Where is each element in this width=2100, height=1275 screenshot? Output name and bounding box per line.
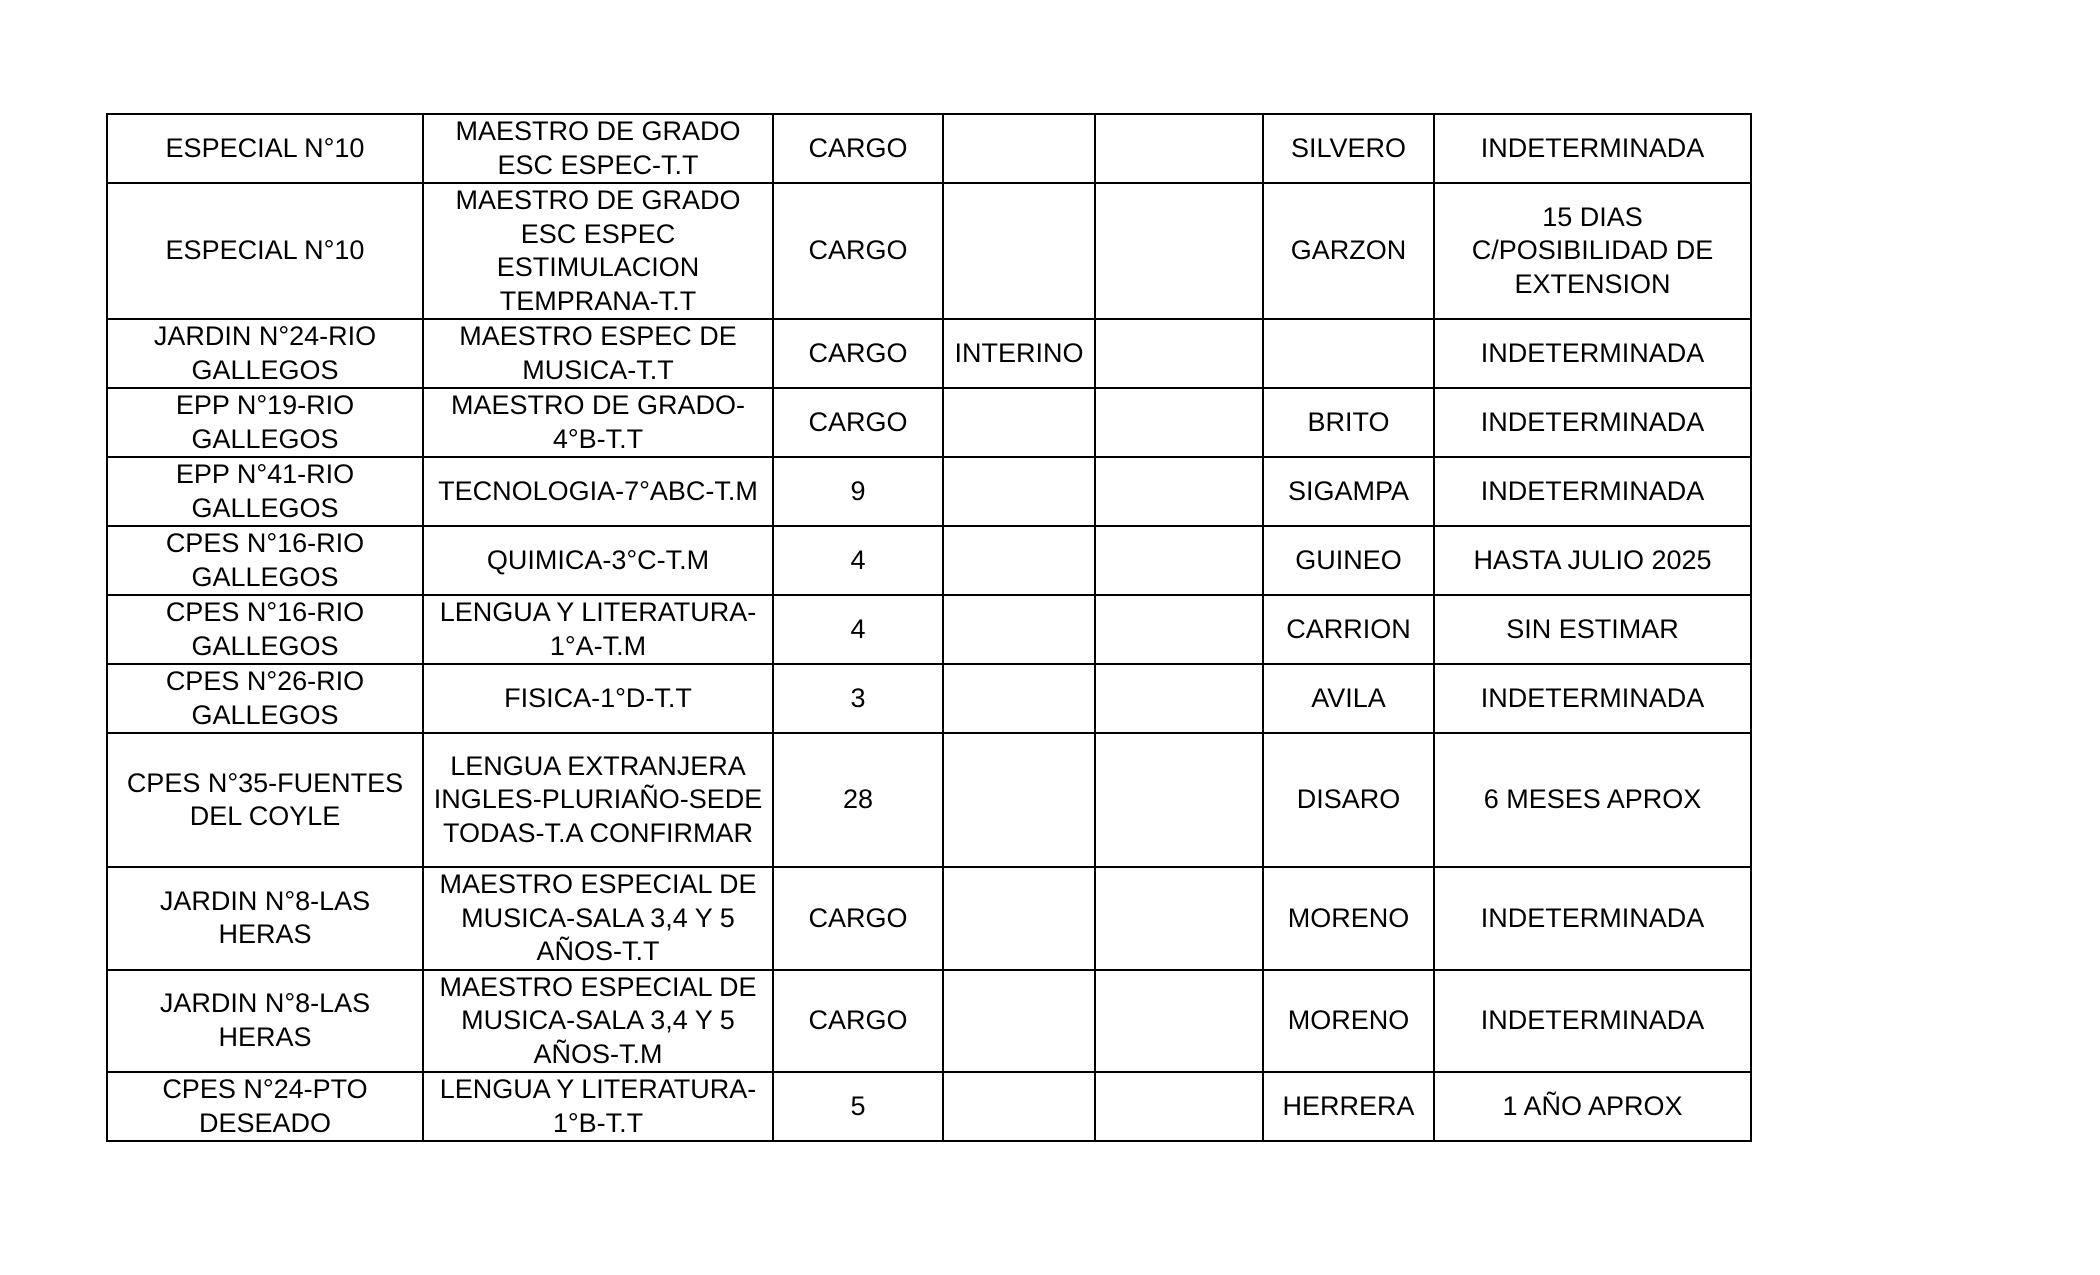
hours-cell: [773, 526, 943, 595]
cell-text-line: HERAS: [218, 919, 312, 950]
cell-text-line: CARGO: [808, 902, 908, 933]
hours-cell: [773, 1072, 943, 1141]
cell-text-line: CPES N°24-PTO: [162, 1074, 368, 1104]
cell-text-line: 1 AÑO APROX: [1502, 1090, 1683, 1121]
blank-cell: [1095, 388, 1263, 457]
cell-text-line: JARDIN N°8-LAS: [159, 988, 371, 1019]
status-cell: [943, 114, 1095, 183]
blank-cell: [1095, 183, 1263, 319]
cell-text-line: SIN ESTIMAR: [1506, 613, 1679, 644]
hours-cell: [773, 595, 943, 664]
cell-text-line: MUSICA-SALA 3,4 Y 5: [461, 1005, 735, 1035]
cell-text-line: MUSICA-T.T: [522, 354, 674, 385]
cell-text-line: INGLES-PLURIAÑO-SEDE: [433, 784, 763, 815]
blank-cell: [1095, 595, 1263, 664]
teacher-cell: [1263, 664, 1434, 733]
table-row: [107, 595, 1751, 664]
cell-text-line: AVILA: [1311, 682, 1386, 713]
cell-text-line: CARGO: [808, 406, 908, 437]
cell-text-line: INDETERMINADA: [1480, 1005, 1705, 1035]
school-cell: [107, 595, 423, 664]
position-cell: [423, 388, 773, 457]
hours-cell: [773, 664, 943, 733]
status-cell: [943, 183, 1095, 319]
cell-text-line: CARGO: [808, 132, 908, 163]
cell-text-line: LENGUA Y LITERATURA-: [439, 1074, 757, 1104]
duration-cell: [1434, 970, 1751, 1073]
cell-text-line: MUSICA-SALA 3,4 Y 5: [461, 902, 735, 933]
cell-text-line: 4°B-T.T: [552, 423, 644, 454]
cell-text-line: GALLEGOS: [191, 423, 339, 454]
cell-text-line: ESPECIAL N°10: [165, 132, 365, 163]
cell-text-line: 9: [850, 475, 866, 506]
table-row: [107, 733, 1751, 867]
cell-text-line: MAESTRO ESPEC DE: [459, 321, 737, 351]
hours-cell: [773, 319, 943, 388]
blank-cell: [1095, 733, 1263, 867]
cell-text-line: DEL COYLE: [189, 801, 341, 831]
blank-cell: [1095, 664, 1263, 733]
school-cell: [107, 1072, 423, 1141]
status-cell: [943, 595, 1095, 664]
teacher-cell: [1263, 970, 1434, 1073]
status-cell: [943, 388, 1095, 457]
status-cell: [943, 1072, 1095, 1141]
position-cell: [423, 733, 773, 867]
duration-cell: [1434, 319, 1751, 388]
position-cell: [423, 664, 773, 733]
school-cell: [107, 183, 423, 319]
teacher-cell: [1263, 319, 1434, 388]
cell-text-line: GALLEGOS: [191, 561, 339, 592]
teacher-cell: [1263, 526, 1434, 595]
cell-text-line: JARDIN N°24-RIO: [153, 321, 377, 351]
cell-text-line: ESC ESPEC: [520, 218, 676, 249]
cell-text-line: DESEADO: [198, 1107, 332, 1138]
hours-cell: [773, 114, 943, 183]
cell-text-line: CPES N°26-RIO: [165, 666, 365, 696]
position-cell: [423, 183, 773, 319]
cell-text-line: 5: [850, 1090, 866, 1121]
duration-cell: [1434, 733, 1751, 867]
cell-text-line: AÑOS-T.M: [533, 1038, 663, 1069]
cell-text-line: DISARO: [1296, 784, 1401, 815]
cell-text-line: 3: [850, 682, 866, 713]
cell-text-line: C/POSIBILIDAD DE: [1471, 235, 1714, 266]
cell-text-line: MAESTRO ESPECIAL DE: [439, 869, 757, 899]
cell-text-line: INDETERMINADA: [1480, 902, 1705, 933]
cell-text-line: INDETERMINADA: [1480, 682, 1705, 713]
cell-text-line: ESTIMULACION: [496, 252, 700, 282]
status-cell: [943, 457, 1095, 526]
cell-text-line: 1°A-T.M: [549, 630, 647, 661]
duration-cell: [1434, 526, 1751, 595]
cell-text-line: CARGO: [808, 1005, 908, 1035]
table-row: [107, 183, 1751, 319]
teacher-cell: [1263, 457, 1434, 526]
teacher-cell: [1263, 595, 1434, 664]
hours-cell: [773, 733, 943, 867]
cell-text-line: INDETERMINADA: [1480, 475, 1705, 506]
school-cell: [107, 867, 423, 970]
cell-text-line: TECNOLOGIA-7°ABC-T.M: [438, 475, 758, 506]
duration-cell: [1434, 183, 1751, 319]
cell-text-line: MAESTRO DE GRADO: [455, 185, 741, 215]
duration-cell: [1434, 114, 1751, 183]
teacher-cell: [1263, 114, 1434, 183]
hours-cell: [773, 183, 943, 319]
cell-text-line: TEMPRANA-T.T: [499, 285, 697, 316]
cell-text-line: 4: [850, 613, 866, 644]
status-cell: [943, 970, 1095, 1073]
cell-text-line: HERAS: [218, 1021, 312, 1052]
cell-text-line: BRITO: [1307, 406, 1390, 437]
duration-cell: [1434, 457, 1751, 526]
cell-text-line: MORENO: [1287, 1005, 1410, 1035]
teacher-cell: [1263, 183, 1434, 319]
teacher-cell: [1263, 867, 1434, 970]
hours-cell: [773, 970, 943, 1073]
hours-cell: [773, 867, 943, 970]
position-cell: [423, 526, 773, 595]
cell-text-line: 15 DIAS: [1542, 201, 1643, 232]
hours-cell: [773, 457, 943, 526]
status-cell: [943, 867, 1095, 970]
cell-text-line: HERRERA: [1282, 1090, 1415, 1121]
table-row: [107, 664, 1751, 733]
position-cell: [423, 970, 773, 1073]
cell-text-line: MAESTRO DE GRADO: [455, 116, 741, 146]
cell-text-line: AÑOS-T.T: [536, 936, 660, 966]
cell-text-line: INTERINO: [954, 337, 1084, 368]
cell-text-line: 1°B-T.T: [552, 1107, 644, 1138]
cell-text-line: MAESTRO ESPECIAL DE: [439, 971, 757, 1002]
blank-cell: [1095, 867, 1263, 970]
vacancies-table: [106, 113, 1752, 1142]
teacher-cell: [1263, 733, 1434, 867]
duration-cell: [1434, 867, 1751, 970]
table-body: [107, 114, 1751, 1141]
cell-text-line: JARDIN N°8-LAS: [159, 885, 371, 916]
school-cell: [107, 526, 423, 595]
cell-text-line: GALLEGOS: [191, 492, 339, 523]
cell-text-line: LENGUA Y LITERATURA-: [439, 597, 757, 627]
cell-text-line: EPP N°19-RIO: [175, 390, 355, 420]
cell-text-line: INDETERMINADA: [1480, 406, 1705, 437]
teacher-cell: [1263, 388, 1434, 457]
cell-text-line: 28: [842, 784, 874, 815]
position-cell: [423, 319, 773, 388]
cell-text-line: CARRION: [1286, 613, 1411, 644]
school-cell: [107, 733, 423, 867]
cell-text-line: CPES N°16-RIO: [165, 597, 365, 627]
school-cell: [107, 114, 423, 183]
cell-text-line: CPES N°16-RIO: [165, 528, 365, 558]
table-row: [107, 114, 1751, 183]
cell-text-line: CARGO: [808, 337, 908, 368]
cell-text-line: TODAS-T.A CONFIRMAR: [442, 817, 754, 848]
position-cell: [423, 457, 773, 526]
duration-cell: [1434, 388, 1751, 457]
table-row: [107, 526, 1751, 595]
blank-cell: [1095, 970, 1263, 1073]
table-row: [107, 319, 1751, 388]
cell-text-line: GUINEO: [1295, 544, 1402, 575]
status-cell: [943, 526, 1095, 595]
hours-cell: [773, 388, 943, 457]
table-row: [107, 457, 1751, 526]
cell-text-line: SIGAMPA: [1287, 475, 1410, 506]
table-row: [107, 1072, 1751, 1141]
cell-text-line: SILVERO: [1290, 132, 1407, 163]
cell-text-line: INDETERMINADA: [1480, 337, 1705, 368]
cell-text-line: GARZON: [1290, 235, 1407, 266]
school-cell: [107, 457, 423, 526]
cell-text-line: GALLEGOS: [191, 354, 339, 385]
duration-cell: [1434, 664, 1751, 733]
cell-text-line: GALLEGOS: [191, 699, 339, 730]
cell-text-line: ESC ESPEC-T.T: [497, 149, 699, 180]
cell-text-line: HASTA JULIO 2025: [1473, 544, 1712, 575]
blank-cell: [1095, 457, 1263, 526]
school-cell: [107, 388, 423, 457]
blank-cell: [1095, 319, 1263, 388]
blank-cell: [1095, 1072, 1263, 1141]
cell-text-line: EPP N°41-RIO: [175, 459, 355, 489]
cell-text-line: INDETERMINADA: [1480, 132, 1705, 163]
status-cell: [943, 664, 1095, 733]
position-cell: [423, 1072, 773, 1141]
cell-text-line: CPES N°35-FUENTES: [126, 767, 404, 798]
cell-text-line: GALLEGOS: [191, 630, 339, 661]
duration-cell: [1434, 595, 1751, 664]
cell-text-line: LENGUA EXTRANJERA: [450, 750, 746, 781]
duration-cell: [1434, 1072, 1751, 1141]
school-cell: [107, 970, 423, 1073]
table-row: [107, 388, 1751, 457]
cell-text-line: QUIMICA-3°C-T.M: [486, 544, 710, 575]
cell-text-line: MAESTRO DE GRADO-: [450, 390, 746, 420]
cell-text-line: 6 MESES APROX: [1483, 784, 1702, 815]
table-row: [107, 867, 1751, 970]
cell-text-line: CARGO: [808, 235, 908, 266]
teacher-cell: [1263, 1072, 1434, 1141]
status-cell: [943, 319, 1095, 388]
position-cell: [423, 114, 773, 183]
position-cell: [423, 595, 773, 664]
position-cell: [423, 867, 773, 970]
cell-text-line: 4: [850, 544, 866, 575]
table-row: [107, 970, 1751, 1073]
blank-cell: [1095, 114, 1263, 183]
cell-text-line: FISICA-1°D-T.T: [504, 682, 692, 713]
cell-text-line: ESPECIAL N°10: [165, 235, 365, 266]
cell-text-line: EXTENSION: [1514, 268, 1671, 299]
status-cell: [943, 733, 1095, 867]
school-cell: [107, 319, 423, 388]
school-cell: [107, 664, 423, 733]
blank-cell: [1095, 526, 1263, 595]
cell-text-line: MORENO: [1287, 902, 1410, 933]
